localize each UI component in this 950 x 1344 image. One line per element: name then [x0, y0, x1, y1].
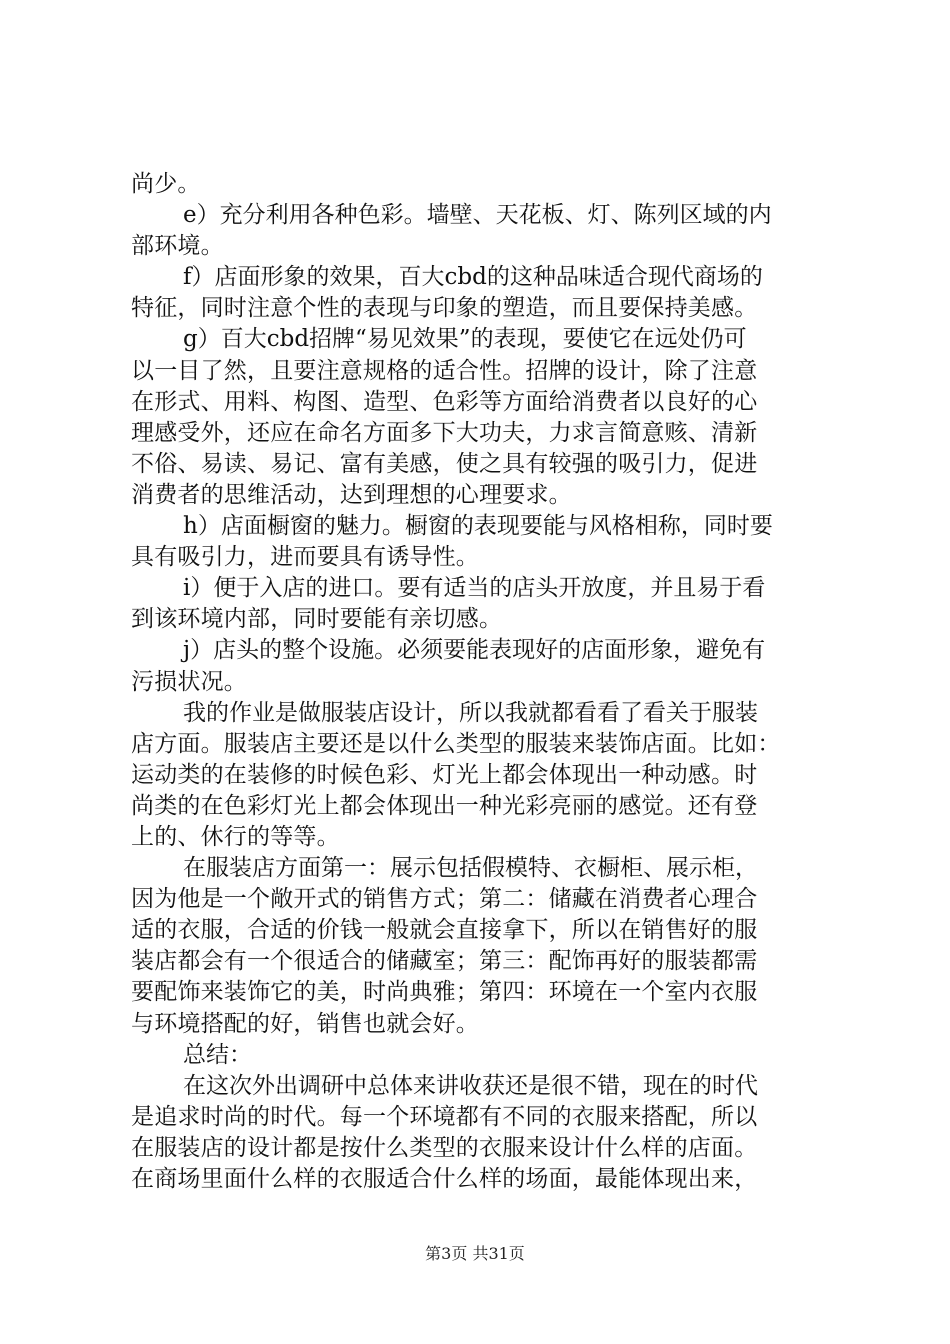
text-line: j）店头的整个设施。必须要能表现好的店面形象，避免有 [183, 637, 766, 664]
text-line: 要配饰来装饰它的美，时尚典雅；第四：环境在一个室内衣服 [131, 979, 758, 1006]
text-line: 店方面。服装店主要还是以什么类型的服装来装饰店面。比如： [131, 730, 781, 757]
text-line: 适的衣服，合适的价钱一般就会直接拿下，所以在销售好的服 [131, 917, 758, 944]
text-line: g）百大cbd招牌“易见效果”的表现，要使它在远处仍可 [183, 326, 747, 353]
text-line: 我的作业是做服装店设计，所以我就都看看了看关于服装 [183, 699, 758, 726]
text-line: 理感受外，还应在命名方面多下大功夫，力求言简意赅、清新 [131, 419, 758, 446]
text-line: 具有吸引力，进而要具有诱导性。 [131, 544, 479, 571]
text-line: 上的、休行的等等。 [131, 823, 340, 850]
text-line: e）充分利用各种色彩。墙壁、天花板、灯、陈列区域的内 [183, 202, 772, 229]
text-line: 消费者的思维活动，达到理想的心理要求。 [131, 481, 572, 508]
text-line: 在服装店方面第一：展示包括假模特、衣橱柜、展示柜， [183, 855, 758, 882]
text-line: 在这次外出调研中总体来讲收获还是很不错，现在的时代 [183, 1072, 758, 1099]
text-line: 尚类的在色彩灯光上都会体现出一种光彩亮丽的感觉。还有登 [131, 792, 758, 819]
text-line: 在商场里面什么样的衣服适合什么样的场面，最能体现出来， [131, 1166, 758, 1192]
text-line: 特征，同时注意个性的表现与印象的塑造，而且要保持美感。 [131, 295, 758, 322]
text-line: 以一目了然，且要注意规格的适合性。招牌的设计，除了注意 [131, 357, 758, 384]
text-line: 部环境。 [131, 233, 224, 260]
text-line: 尚少。 [131, 171, 201, 197]
text-line: h）店面橱窗的魅力。橱窗的表现要能与风格相称，同时要 [183, 513, 773, 540]
text-line: 总结： [183, 1041, 252, 1068]
text-line: 不俗、易读、易记、富有美感，使之具有较强的吸引力，促进 [131, 450, 758, 477]
text-line: 与环境搭配的好，销售也就会好。 [131, 1010, 479, 1037]
text-line: 到该环境内部，同时要能有亲切感。 [131, 606, 503, 633]
document-body [131, 169, 831, 1195]
text-line: 运动类的在装修的时候色彩、灯光上都会体现出一种动感。时 [131, 761, 758, 788]
text-line: f）店面形象的效果，百大cbd的这种品味适合现代商场的 [183, 264, 763, 291]
text-line: 在服装店的设计都是按什么类型的衣服来设计什么样的店面。 [131, 1134, 758, 1161]
text-line: i）便于入店的进口。要有适当的店头开放度，并且易于看 [183, 575, 766, 602]
text-line: 装店都会有一个很适合的储藏室；第三：配饰再好的服装都需 [131, 948, 758, 975]
text-line: 是追求时尚的时代。每一个环境都有不同的衣服来搭配，所以 [131, 1103, 758, 1130]
text-line: 因为他是一个敞开式的销售方式；第二：储藏在消费者心理合 [131, 886, 758, 913]
text-line: 污损状况。 [131, 668, 247, 695]
text-line: 在形式、用料、构图、造型、色彩等方面给消费者以良好的心 [131, 388, 758, 415]
page-number-footer: 第3页 共31页 [425, 1244, 525, 1263]
